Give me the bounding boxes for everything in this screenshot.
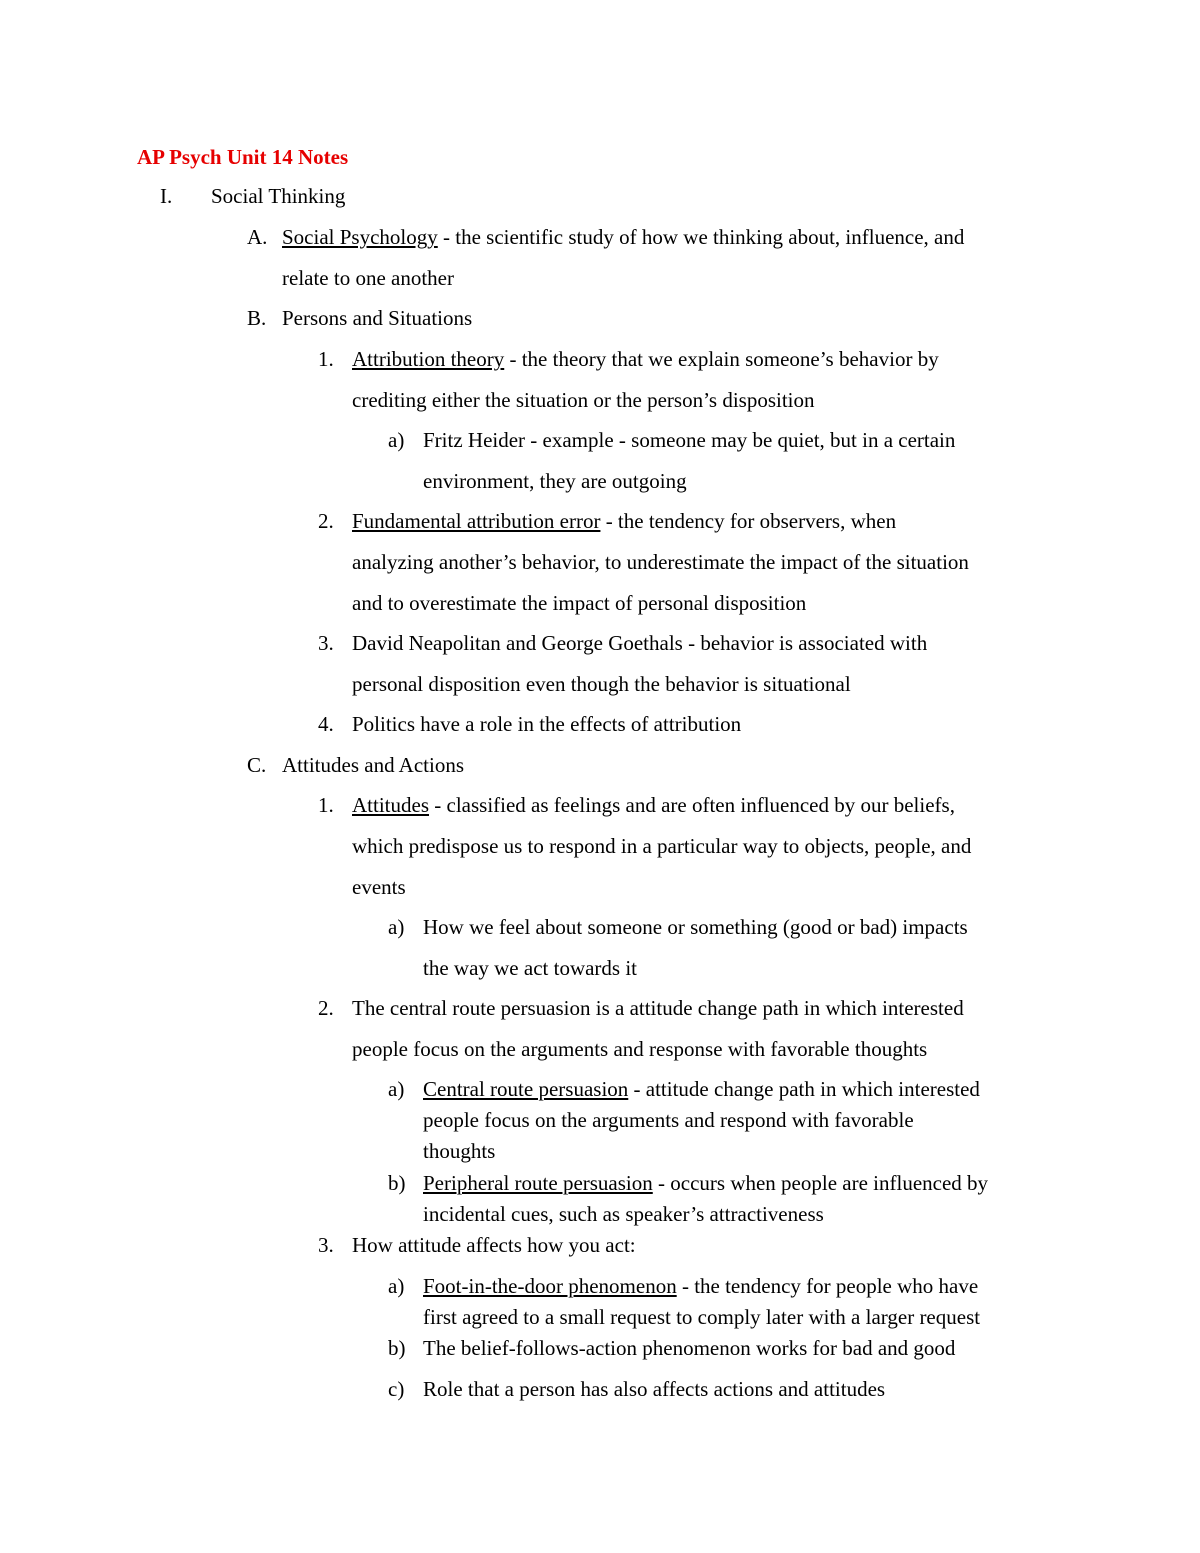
outline-line — [423, 1075, 980, 1103]
outline-line: The central route persuasion is a attitude change path in which interested — [352, 996, 964, 1020]
outline-line — [282, 223, 964, 251]
term-foot-in-the-door: Foot-in-the-door phenomenon — [423, 1274, 677, 1298]
outline-line: which predispose us to respond in a particular way to objects, people, and — [352, 834, 972, 858]
outline-line: analyzing another’s behavior, to underestimate the impact of the situation — [352, 550, 969, 574]
definition-text: - occurs when people are influenced by — [652, 1171, 989, 1195]
definition-text: - the theory that we explain someone’s behavior by — [504, 347, 939, 371]
item-marker: a) — [388, 428, 405, 452]
outline-line: The belief-follows-action phenomenon works for bad and good — [423, 1336, 956, 1360]
outline-line: How we feel about someone or something (good or bad) impacts — [423, 915, 968, 939]
term-peripheral-route-persuasion: Peripheral route persuasion — [423, 1171, 653, 1195]
definition-text: - the tendency for people who have — [676, 1274, 979, 1298]
item-marker: 4. — [318, 712, 334, 736]
outline-line — [352, 791, 955, 819]
item-marker: B. — [247, 306, 267, 330]
outline-line — [352, 507, 896, 535]
outline-line: events — [352, 875, 406, 899]
outline-line: and to overestimate the impact of personal disposition — [352, 591, 807, 615]
outline-line: thoughts — [423, 1139, 496, 1163]
outline-line: Politics have a role in the effects of attribution — [352, 712, 742, 736]
subsection-heading: Persons and Situations — [282, 306, 473, 330]
item-marker: 2. — [318, 996, 334, 1020]
definition-text: - the scientific study of how we thinking about, influence, and — [437, 225, 965, 249]
outline-line: relate to one another — [282, 266, 454, 290]
outline-line: people focus on the arguments and response with favorable thoughts — [352, 1037, 928, 1061]
item-marker: A. — [247, 225, 268, 249]
item-marker: a) — [388, 915, 405, 939]
outline-line: personal disposition even though the behavior is situational — [352, 672, 851, 696]
document-title: AP Psych Unit 14 Notes — [137, 145, 349, 169]
outline-line: incidental cues, such as speaker’s attractiveness — [423, 1202, 824, 1226]
item-marker: c) — [388, 1377, 405, 1401]
outline-line: environment, they are outgoing — [423, 469, 687, 493]
outline-line: the way we act towards it — [423, 956, 638, 980]
term-attribution-theory: Attribution theory — [352, 347, 505, 371]
outline-line — [423, 1272, 978, 1300]
outline-line: How attitude affects how you act: — [352, 1233, 636, 1257]
section-heading: Social Thinking — [211, 184, 346, 208]
item-marker: 3. — [318, 1233, 334, 1257]
outline-line — [423, 1169, 988, 1197]
definition-text: - classified as feelings and are often influenced by our beliefs, — [429, 793, 955, 817]
item-marker: a) — [388, 1077, 405, 1101]
item-marker: C. — [247, 753, 267, 777]
item-marker: 3. — [318, 631, 334, 655]
term-attitudes: Attitudes — [352, 793, 429, 817]
outline-line: crediting either the situation or the person’s disposition — [352, 388, 815, 412]
item-marker: 1. — [318, 793, 334, 817]
definition-text: - the tendency for observers, when — [600, 509, 897, 533]
outline-line: first agreed to a small request to comply later with a larger request — [423, 1305, 981, 1329]
section-marker: I. — [160, 184, 173, 208]
subsection-heading: Attitudes and Actions — [282, 753, 464, 777]
item-marker: 1. — [318, 347, 334, 371]
outline-line: David Neapolitan and George Goethals - behavior is associated with — [352, 631, 928, 655]
term-fundamental-attribution-error: Fundamental attribution error — [352, 509, 601, 533]
definition-text: - attitude change path in which interested — [628, 1077, 980, 1101]
item-marker: b) — [388, 1336, 406, 1360]
outline-line — [352, 345, 939, 373]
outline-line: Role that a person has also affects actions and attitudes — [423, 1377, 886, 1401]
item-marker: a) — [388, 1274, 405, 1298]
outline-line: Fritz Heider - example - someone may be quiet, but in a certain — [423, 428, 956, 452]
term-central-route-persuasion: Central route persuasion — [423, 1077, 629, 1101]
term-social-psychology: Social Psychology — [282, 225, 438, 249]
item-marker: b) — [388, 1171, 406, 1195]
item-marker: 2. — [318, 509, 334, 533]
outline-line: people focus on the arguments and respond with favorable — [423, 1108, 914, 1132]
